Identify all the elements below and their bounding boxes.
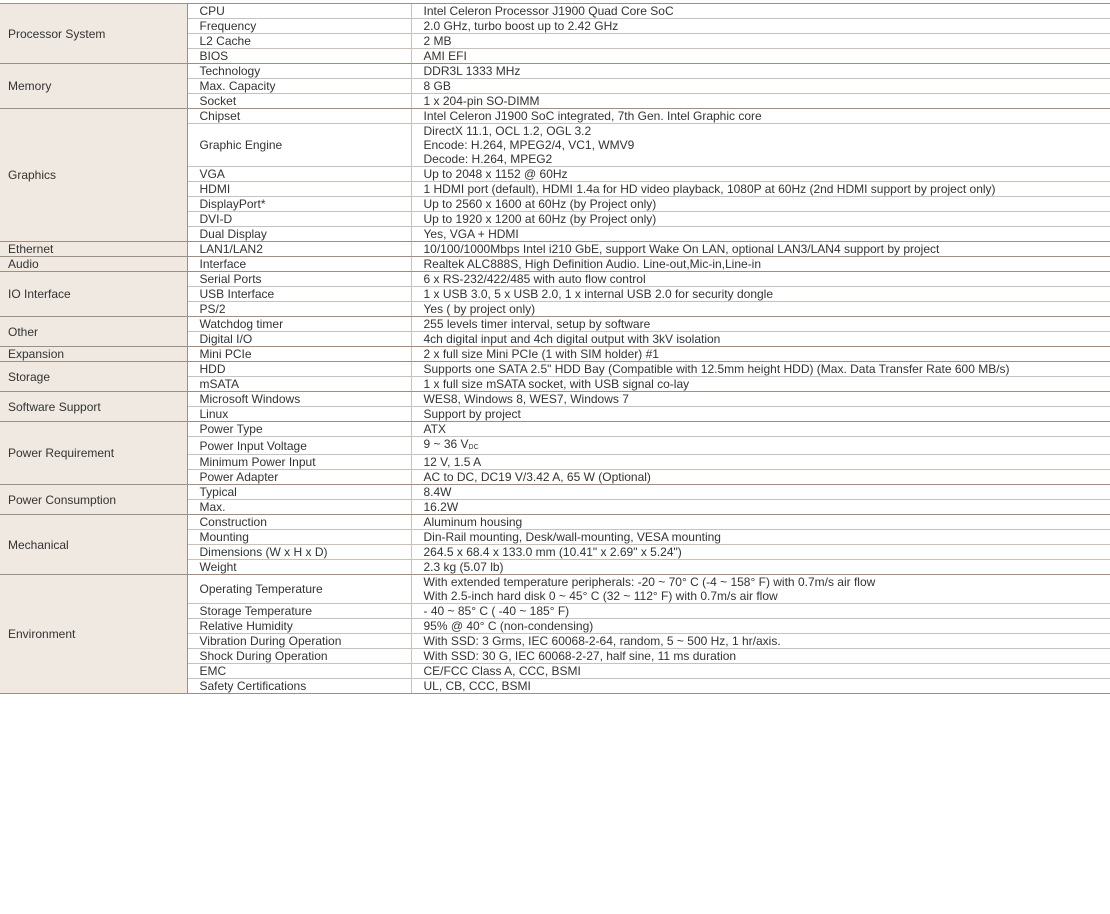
category-cell: IO Interface (0, 272, 187, 317)
spec-label: Shock During Operation (187, 649, 411, 664)
spec-label: Operating Temperature (187, 575, 411, 604)
spec-value-line (424, 575, 1110, 589)
spec-value (411, 272, 1110, 287)
spec-value (411, 227, 1110, 242)
spec-label: Power Adapter (187, 470, 411, 485)
spec-value (411, 679, 1110, 694)
spec-row (0, 347, 1110, 362)
spec-label: Mini PCIe (187, 347, 411, 362)
spec-value (411, 302, 1110, 317)
spec-value-line (424, 422, 1110, 436)
spec-value-line (424, 485, 1110, 499)
spec-value (411, 94, 1110, 109)
category-cell: Processor System (0, 4, 187, 64)
category-cell: Power Requirement (0, 422, 187, 485)
spec-value-text: 2.0 GHz, turbo boost up to 2.42 GHz (423, 19, 619, 33)
category-cell: Mechanical (0, 515, 187, 575)
spec-value (411, 212, 1110, 227)
spec-value-line (424, 302, 1110, 316)
spec-label: HDMI (187, 182, 411, 197)
spec-value (411, 560, 1110, 575)
spec-value-text: 1 HDMI port (default), HDMI 1.4a for HD video playback, 1080P at 60Hz (2nd HDMI support by project only) (423, 182, 996, 196)
spec-label: Max. Capacity (187, 79, 411, 94)
spec-row (0, 362, 1110, 377)
spec-value-text: 8.4W (423, 485, 452, 499)
spec-value-line (424, 138, 1110, 152)
spec-value (411, 649, 1110, 664)
category-cell: Audio (0, 257, 187, 272)
spec-value-line (424, 604, 1110, 618)
spec-value-line (424, 500, 1110, 514)
spec-value-line (424, 109, 1110, 123)
spec-row (0, 317, 1110, 332)
category-cell: Environment (0, 575, 187, 694)
spec-label: DisplayPort* (187, 197, 411, 212)
spec-value (411, 362, 1110, 377)
spec-value (411, 545, 1110, 560)
spec-value (411, 347, 1110, 362)
spec-value-line (424, 167, 1110, 181)
spec-value-text: Up to 2048 x 1152 @ 60Hz (423, 167, 568, 181)
spec-value-text: Support by project (423, 407, 521, 421)
spec-value-text: 6 x RS-232/422/485 with auto flow control (423, 272, 646, 286)
spec-value (411, 4, 1110, 19)
spec-value (411, 664, 1110, 679)
spec-value-line (424, 455, 1110, 469)
spec-value-line (424, 392, 1110, 406)
spec-value-text: Yes ( by project only) (423, 302, 536, 316)
spec-value-line (424, 49, 1110, 63)
spec-value-line (424, 332, 1110, 346)
spec-row (0, 257, 1110, 272)
spec-value (411, 500, 1110, 515)
category-cell: Software Support (0, 392, 187, 422)
voltage-unit-subscript: DC (468, 444, 479, 451)
spec-value (411, 515, 1110, 530)
spec-value-line (424, 64, 1110, 78)
spec-value-line (424, 124, 1110, 138)
spec-value-line (424, 589, 1110, 603)
spec-value-line (424, 212, 1110, 226)
spec-value-text: Up to 1920 x 1200 at 60Hz (by Project only) (423, 212, 657, 226)
spec-label: Max. (187, 500, 411, 515)
spec-label: Storage Temperature (187, 604, 411, 619)
spec-value-text: ATX (423, 422, 446, 436)
spec-label: Dimensions (W x H x D) (187, 545, 411, 560)
spec-value-line (424, 649, 1110, 663)
spec-value (411, 530, 1110, 545)
spec-label: Dual Display (187, 227, 411, 242)
spec-table-body (0, 4, 1110, 694)
spec-label: EMC (187, 664, 411, 679)
spec-label: Power Type (187, 422, 411, 437)
spec-row (0, 575, 1110, 604)
spec-row (0, 485, 1110, 500)
spec-value-line (424, 679, 1110, 693)
category-cell: Memory (0, 64, 187, 109)
spec-label: DVI-D (187, 212, 411, 227)
spec-value (411, 470, 1110, 485)
spec-value-text: 2 MB (423, 34, 452, 48)
spec-value-text: 255 levels timer interval, setup by software (423, 317, 651, 331)
spec-value-text: Aluminum housing (423, 515, 523, 529)
spec-value-line (424, 347, 1110, 361)
spec-value-text: Din-Rail mounting, Desk/wall-mounting, VESA mounting (423, 530, 721, 544)
spec-label: Minimum Power Input (187, 455, 411, 470)
spec-label: Linux (187, 407, 411, 422)
spec-value-text: 1 x USB 3.0, 5 x USB 2.0, 1 x internal USB 2.0 for security dongle (423, 287, 774, 301)
spec-value-text: Intel Celeron Processor J1900 Quad Core SoC (423, 4, 674, 18)
spec-value-line (424, 437, 1110, 454)
spec-label: Technology (187, 64, 411, 79)
spec-value-text: Yes, VGA + HDMI (423, 227, 519, 241)
spec-value-text: 10/100/1000Mbps Intel i210 GbE, support Wake On LAN, optional LAN3/LAN4 support by project (423, 242, 940, 256)
spec-value-line (424, 515, 1110, 529)
category-cell: Power Consumption (0, 485, 187, 515)
spec-label: Power Input Voltage (187, 437, 411, 455)
spec-value-text: 9 ~ 36 V (423, 437, 469, 451)
spec-label: Typical (187, 485, 411, 500)
spec-row (0, 422, 1110, 437)
spec-value (411, 619, 1110, 634)
spec-value (411, 407, 1110, 422)
spec-value-line (424, 664, 1110, 678)
spec-value (411, 332, 1110, 347)
spec-value-text: 95% @ 40° C (non-condensing) (423, 619, 594, 633)
spec-value-line (424, 79, 1110, 93)
spec-value-line (424, 4, 1110, 18)
spec-value (411, 392, 1110, 407)
category-cell: Graphics (0, 109, 187, 242)
spec-label: mSATA (187, 377, 411, 392)
spec-value-line (424, 227, 1110, 241)
spec-value (411, 575, 1110, 604)
category-cell: Other (0, 317, 187, 347)
spec-value (411, 257, 1110, 272)
spec-label: L2 Cache (187, 34, 411, 49)
spec-value-line (424, 287, 1110, 301)
spec-label: USB Interface (187, 287, 411, 302)
spec-value-line (424, 530, 1110, 544)
spec-value-text: Decode: H.264, MPEG2 (423, 152, 553, 166)
spec-label: PS/2 (187, 302, 411, 317)
spec-value (411, 485, 1110, 500)
category-cell: Expansion (0, 347, 187, 362)
spec-label: HDD (187, 362, 411, 377)
spec-label: Graphic Engine (187, 124, 411, 167)
category-cell: Ethernet (0, 242, 187, 257)
spec-value-text: DirectX 11.1, OCL 1.2, OGL 3.2 (423, 124, 592, 138)
spec-value (411, 634, 1110, 649)
spec-value (411, 377, 1110, 392)
spec-label: Mounting (187, 530, 411, 545)
spec-value-text: Up to 2560 x 1600 at 60Hz (by Project only) (423, 197, 657, 211)
spec-value-line (424, 545, 1110, 559)
spec-label: Weight (187, 560, 411, 575)
spec-value-text: Encode: H.264, MPEG2/4, VC1, WMV9 (423, 138, 635, 152)
spec-value-line (424, 19, 1110, 33)
spec-value-text: DDR3L 1333 MHz (423, 64, 521, 78)
spec-label: Watchdog timer (187, 317, 411, 332)
spec-value-line (424, 317, 1110, 331)
spec-value-line (424, 152, 1110, 166)
spec-value-line (424, 272, 1110, 286)
spec-value (411, 287, 1110, 302)
spec-label: Frequency (187, 19, 411, 34)
spec-value (411, 109, 1110, 124)
spec-value-text: With SSD: 3 Grms, IEC 60068-2-64, random, 5 ~ 500 Hz, 1 hr/axis. (423, 634, 781, 648)
spec-value-text: AMI EFI (423, 49, 467, 63)
spec-row (0, 515, 1110, 530)
spec-row (0, 272, 1110, 287)
spec-value-text: 4ch digital input and 4ch digital output with 3kV isolation (423, 332, 721, 346)
spec-value-text: CE/FCC Class A, CCC, BSMI (423, 664, 581, 678)
spec-value-text: 1 x 204-pin SO-DIMM (423, 94, 540, 108)
spec-label: Vibration During Operation (187, 634, 411, 649)
spec-value (411, 49, 1110, 64)
spec-value-text: With SSD: 30 G, IEC 60068-2-27, half sine, 11 ms duration (423, 649, 737, 663)
spec-value-text: 1 x full size mSATA socket, with USB signal co-lay (423, 377, 690, 391)
spec-value (411, 167, 1110, 182)
spec-value (411, 197, 1110, 212)
spec-value (411, 19, 1110, 34)
spec-row (0, 392, 1110, 407)
spec-value-line (424, 94, 1110, 108)
spec-value (411, 437, 1110, 455)
spec-label: BIOS (187, 49, 411, 64)
spec-label: Socket (187, 94, 411, 109)
spec-label: Chipset (187, 109, 411, 124)
spec-value-text: 16.2W (423, 500, 459, 514)
spec-value-line (424, 407, 1110, 421)
spec-label: Digital I/O (187, 332, 411, 347)
spec-label: Interface (187, 257, 411, 272)
spec-value-text: 8 GB (423, 79, 451, 93)
spec-value-line (424, 197, 1110, 211)
spec-value (411, 317, 1110, 332)
spec-value-text: 12 V, 1.5 A (423, 455, 482, 469)
spec-value (411, 34, 1110, 49)
spec-value-text: - 40 ~ 85° C ( -40 ~ 185° F) (423, 604, 570, 618)
spec-row (0, 242, 1110, 257)
spec-value-line (424, 362, 1110, 376)
spec-value-text: AC to DC, DC19 V/3.42 A, 65 W (Optional) (423, 470, 651, 484)
spec-value (411, 455, 1110, 470)
spec-row (0, 4, 1110, 19)
spec-value-text: UL, CB, CCC, BSMI (423, 679, 531, 693)
spec-value-text: 2 x full size Mini PCIe (1 with SIM holder) #1 (423, 347, 659, 361)
spec-value (411, 604, 1110, 619)
spec-value-text: With extended temperature peripherals: -20 ~ 70° C (-4 ~ 158° F) with 0.7m/s air flow (423, 575, 876, 589)
spec-value-text: Intel Celeron J1900 SoC integrated, 7th Gen. Intel Graphic core (423, 109, 762, 123)
spec-value-text: WES8, Windows 8, WES7, Windows 7 (423, 392, 629, 406)
spec-value-text: Supports one SATA 2.5" HDD Bay (Compatible with 12.5mm height HDD) (Max. Data Transfer Rate 600 MB/s) (423, 362, 1010, 376)
spec-value-line (424, 34, 1110, 48)
spec-value (411, 422, 1110, 437)
spec-value (411, 124, 1110, 167)
spec-label: Relative Humidity (187, 619, 411, 634)
spec-label: CPU (187, 4, 411, 19)
spec-value-text: With 2.5-inch hard disk 0 ~ 45° C (32 ~ 112° F) with 0.7m/s air flow (423, 589, 778, 603)
spec-value-text: Realtek ALC888S, High Definition Audio. Line-out,Mic-in,Line-in (423, 257, 762, 271)
spec-value (411, 182, 1110, 197)
spec-label: Microsoft Windows (187, 392, 411, 407)
spec-value-text: 2.3 kg (5.07 lb) (423, 560, 504, 574)
spec-value-line (424, 470, 1110, 484)
spec-value (411, 79, 1110, 94)
spec-value (411, 64, 1110, 79)
spec-label: Construction (187, 515, 411, 530)
spec-value-line (424, 560, 1110, 574)
spec-value (411, 242, 1110, 257)
spec-label: Serial Ports (187, 272, 411, 287)
spec-value-text: 264.5 x 68.4 x 133.0 mm (10.41" x 2.69" x 5.24") (423, 545, 682, 559)
spec-value-line (424, 619, 1110, 633)
spec-table (0, 3, 1110, 694)
spec-row (0, 109, 1110, 124)
spec-row (0, 64, 1110, 79)
spec-value-line (424, 182, 1110, 196)
spec-label: VGA (187, 167, 411, 182)
spec-label: Safety Certifications (187, 679, 411, 694)
spec-value-line (424, 634, 1110, 648)
category-cell: Storage (0, 362, 187, 392)
spec-label: LAN1/LAN2 (187, 242, 411, 257)
spec-value-line (424, 377, 1110, 391)
spec-value-line (424, 257, 1110, 271)
spec-value-line (424, 242, 1110, 256)
